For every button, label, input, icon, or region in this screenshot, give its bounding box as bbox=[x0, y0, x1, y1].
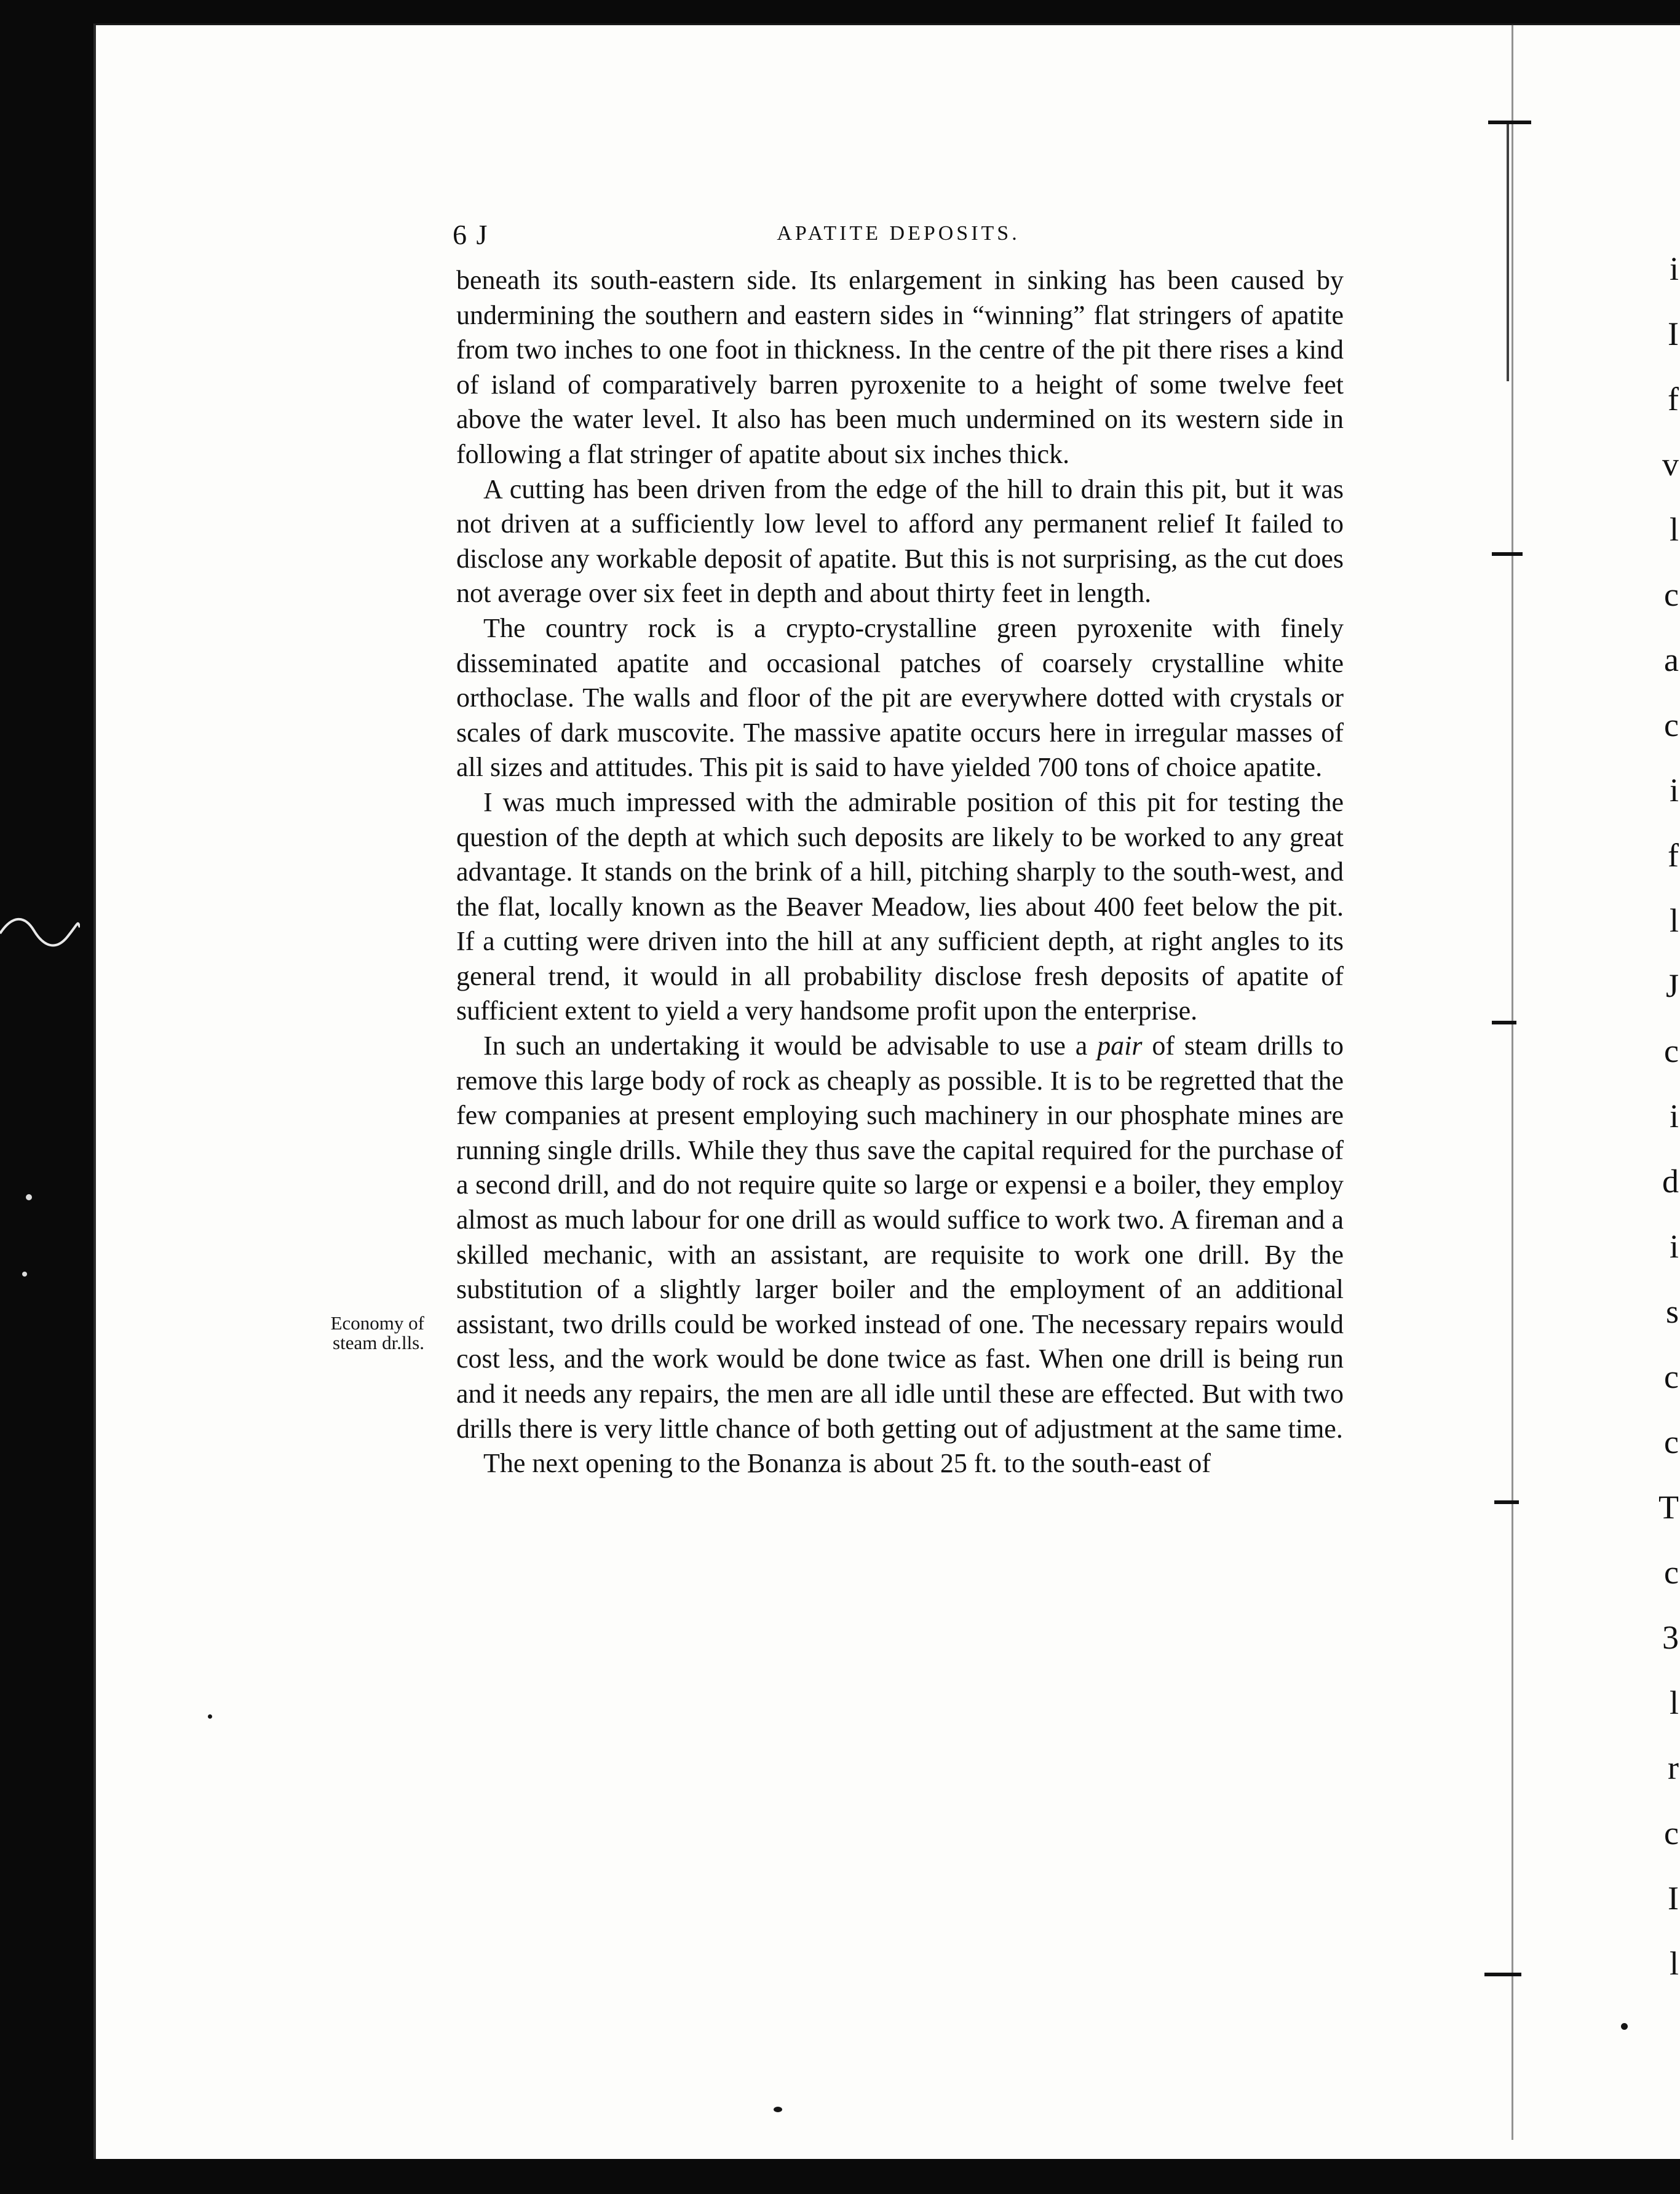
facing-page-glyph: c bbox=[1664, 1358, 1679, 1395]
facing-page-glyph: l bbox=[1669, 1945, 1679, 1982]
scan-speck bbox=[22, 1272, 27, 1277]
facing-page-glyph: f bbox=[1668, 381, 1679, 418]
facing-page-glyph: c bbox=[1664, 1424, 1679, 1460]
facing-page-glyph: l bbox=[1669, 1684, 1679, 1721]
margin-note-line: steam dr.lls. bbox=[333, 1332, 424, 1353]
facing-page-glyph: J bbox=[1665, 967, 1679, 1004]
gutter-mark bbox=[1492, 552, 1523, 556]
margin-note bbox=[289, 1313, 424, 1353]
gutter-mark bbox=[1492, 1021, 1516, 1024]
facing-page-glyph: d bbox=[1662, 1163, 1679, 1200]
facing-page-glyph: c bbox=[1664, 1815, 1679, 1851]
facing-page-glyph: I bbox=[1668, 1880, 1679, 1917]
paragraph bbox=[456, 1029, 1344, 1446]
facing-page-glyph: v bbox=[1662, 446, 1679, 483]
emphasis-text: pair bbox=[1097, 1031, 1143, 1061]
facing-page-glyph: i bbox=[1669, 1098, 1679, 1135]
facing-page-glyph: c bbox=[1664, 1032, 1679, 1069]
facing-page-glyph: 3 bbox=[1662, 1619, 1679, 1656]
facing-page-glyph: s bbox=[1665, 1293, 1679, 1330]
gutter-mark bbox=[1488, 121, 1531, 124]
gutter-shadow bbox=[1507, 123, 1509, 381]
scan-speck bbox=[26, 1194, 32, 1200]
facing-page-glyph: a bbox=[1664, 641, 1679, 678]
running-title: APATITE DEPOSITS. bbox=[777, 222, 1020, 245]
facing-page-glyph: r bbox=[1668, 1749, 1679, 1786]
facing-page-glyph: i bbox=[1669, 772, 1679, 809]
facing-page-glyph: T bbox=[1658, 1489, 1679, 1526]
facing-page-glyph: l bbox=[1669, 511, 1679, 548]
facing-page-glyph: c bbox=[1664, 707, 1679, 743]
facing-page-glyph: f bbox=[1668, 837, 1679, 874]
paragraph-text: In such an undertaking it would be advisable to use a bbox=[483, 1031, 1098, 1061]
paragraph-text: of steam drills to remove this large body of rock as cheaply as possible. It is to be regretted that the few companies at present employing such machinery in our phosphate mines are running single drills. While they thus save the capital required for the purchase of a second drill, and do not require quite so large or expensi e a boiler, they employ almost as much labour for one drill as would suffice to work two. A fireman and a skilled mechanic, with an assistant, are requisite to work one drill. By the substitution of a slightly larger boiler and the employment of an additional assistant, two drills could be worked instead of one. The necessary repairs would cost less, and the work would be done twice as fast. When one drill is being run and it needs any repairs, the men are all idle until these are effected. But with two drills there is very little chance of both getting out of adjustment at the same time. bbox=[456, 1031, 1344, 1444]
body-text bbox=[456, 263, 1344, 1481]
facing-page-glyph: i bbox=[1669, 250, 1679, 287]
facing-page-glyph: l bbox=[1669, 902, 1679, 939]
paragraph: The next opening to the Bonanza is about 25 ft. to the south-east of bbox=[483, 1448, 1211, 1479]
facing-page-glyph: i bbox=[1669, 1228, 1679, 1265]
facing-page-glyph: I bbox=[1668, 315, 1679, 352]
scan-speck bbox=[774, 2107, 782, 2112]
facing-page-edge bbox=[1658, 203, 1680, 2048]
page-number: 6 J bbox=[453, 219, 489, 250]
gutter-mark bbox=[1484, 1973, 1521, 1976]
paragraph: beneath its south-eastern side. Its enlargement in sinking has been caused by undermining the southern and eastern sides in “winning” flat stringers of apatite from two inches to one foot in thickness. In the centre of the pit there rises a kind of island of comparatively barren pyroxenite to a height of some twelve feet above the water level. It also has been much undermined on its western side in following a flat stringer of apatite about six inches thick. bbox=[456, 265, 1344, 469]
paragraph: The country rock is a crypto-crystalline green pyroxenite with finely disseminated apatite and occasional patches of coarsely crystalline white orthoclase. The walls and floor of the pit are everywhere dotted with crystals or scales of dark muscovite. The massive apatite occurs here in irregular masses of all sizes and attitudes. This pit is said to have yielded 700 tons of choice apatite. bbox=[456, 612, 1344, 783]
gutter-mark bbox=[1494, 1500, 1519, 1504]
facing-page-glyph: c bbox=[1664, 576, 1679, 613]
running-head bbox=[453, 218, 1344, 255]
paragraph: I was much impressed with the admirable position of this pit for testing the question of the depth at which such deposits are likely to be worked to any great advantage. It stands on the brink of a hill, pitching sharply to the south-west, and the flat, locally known as the Beaver Meadow, lies about 400 feet below the pit. If a cutting were driven into the hill at any sufficient depth, at right angles to its general trend, it would in all probability disclose fresh deposits of apatite of sufficient extent to yield a very handsome profit upon the enterprise. bbox=[456, 786, 1344, 1026]
gutter-line bbox=[1512, 25, 1513, 2140]
scan-speck bbox=[1621, 2023, 1628, 2030]
margin-note-line: Economy of bbox=[330, 1312, 424, 1334]
scan-speck bbox=[208, 1714, 212, 1719]
paragraph: A cutting has been driven from the edge of the hill to drain this pit, but it was not driven at a sufficiently low level to afford any permanent relief It failed to disclose any workable deposit of apatite. But this is not surprising, as the cut does not average over six feet in depth and about thirty feet in length. bbox=[456, 473, 1344, 609]
facing-page-glyph: c bbox=[1664, 1554, 1679, 1591]
scan-artifact bbox=[0, 909, 80, 958]
